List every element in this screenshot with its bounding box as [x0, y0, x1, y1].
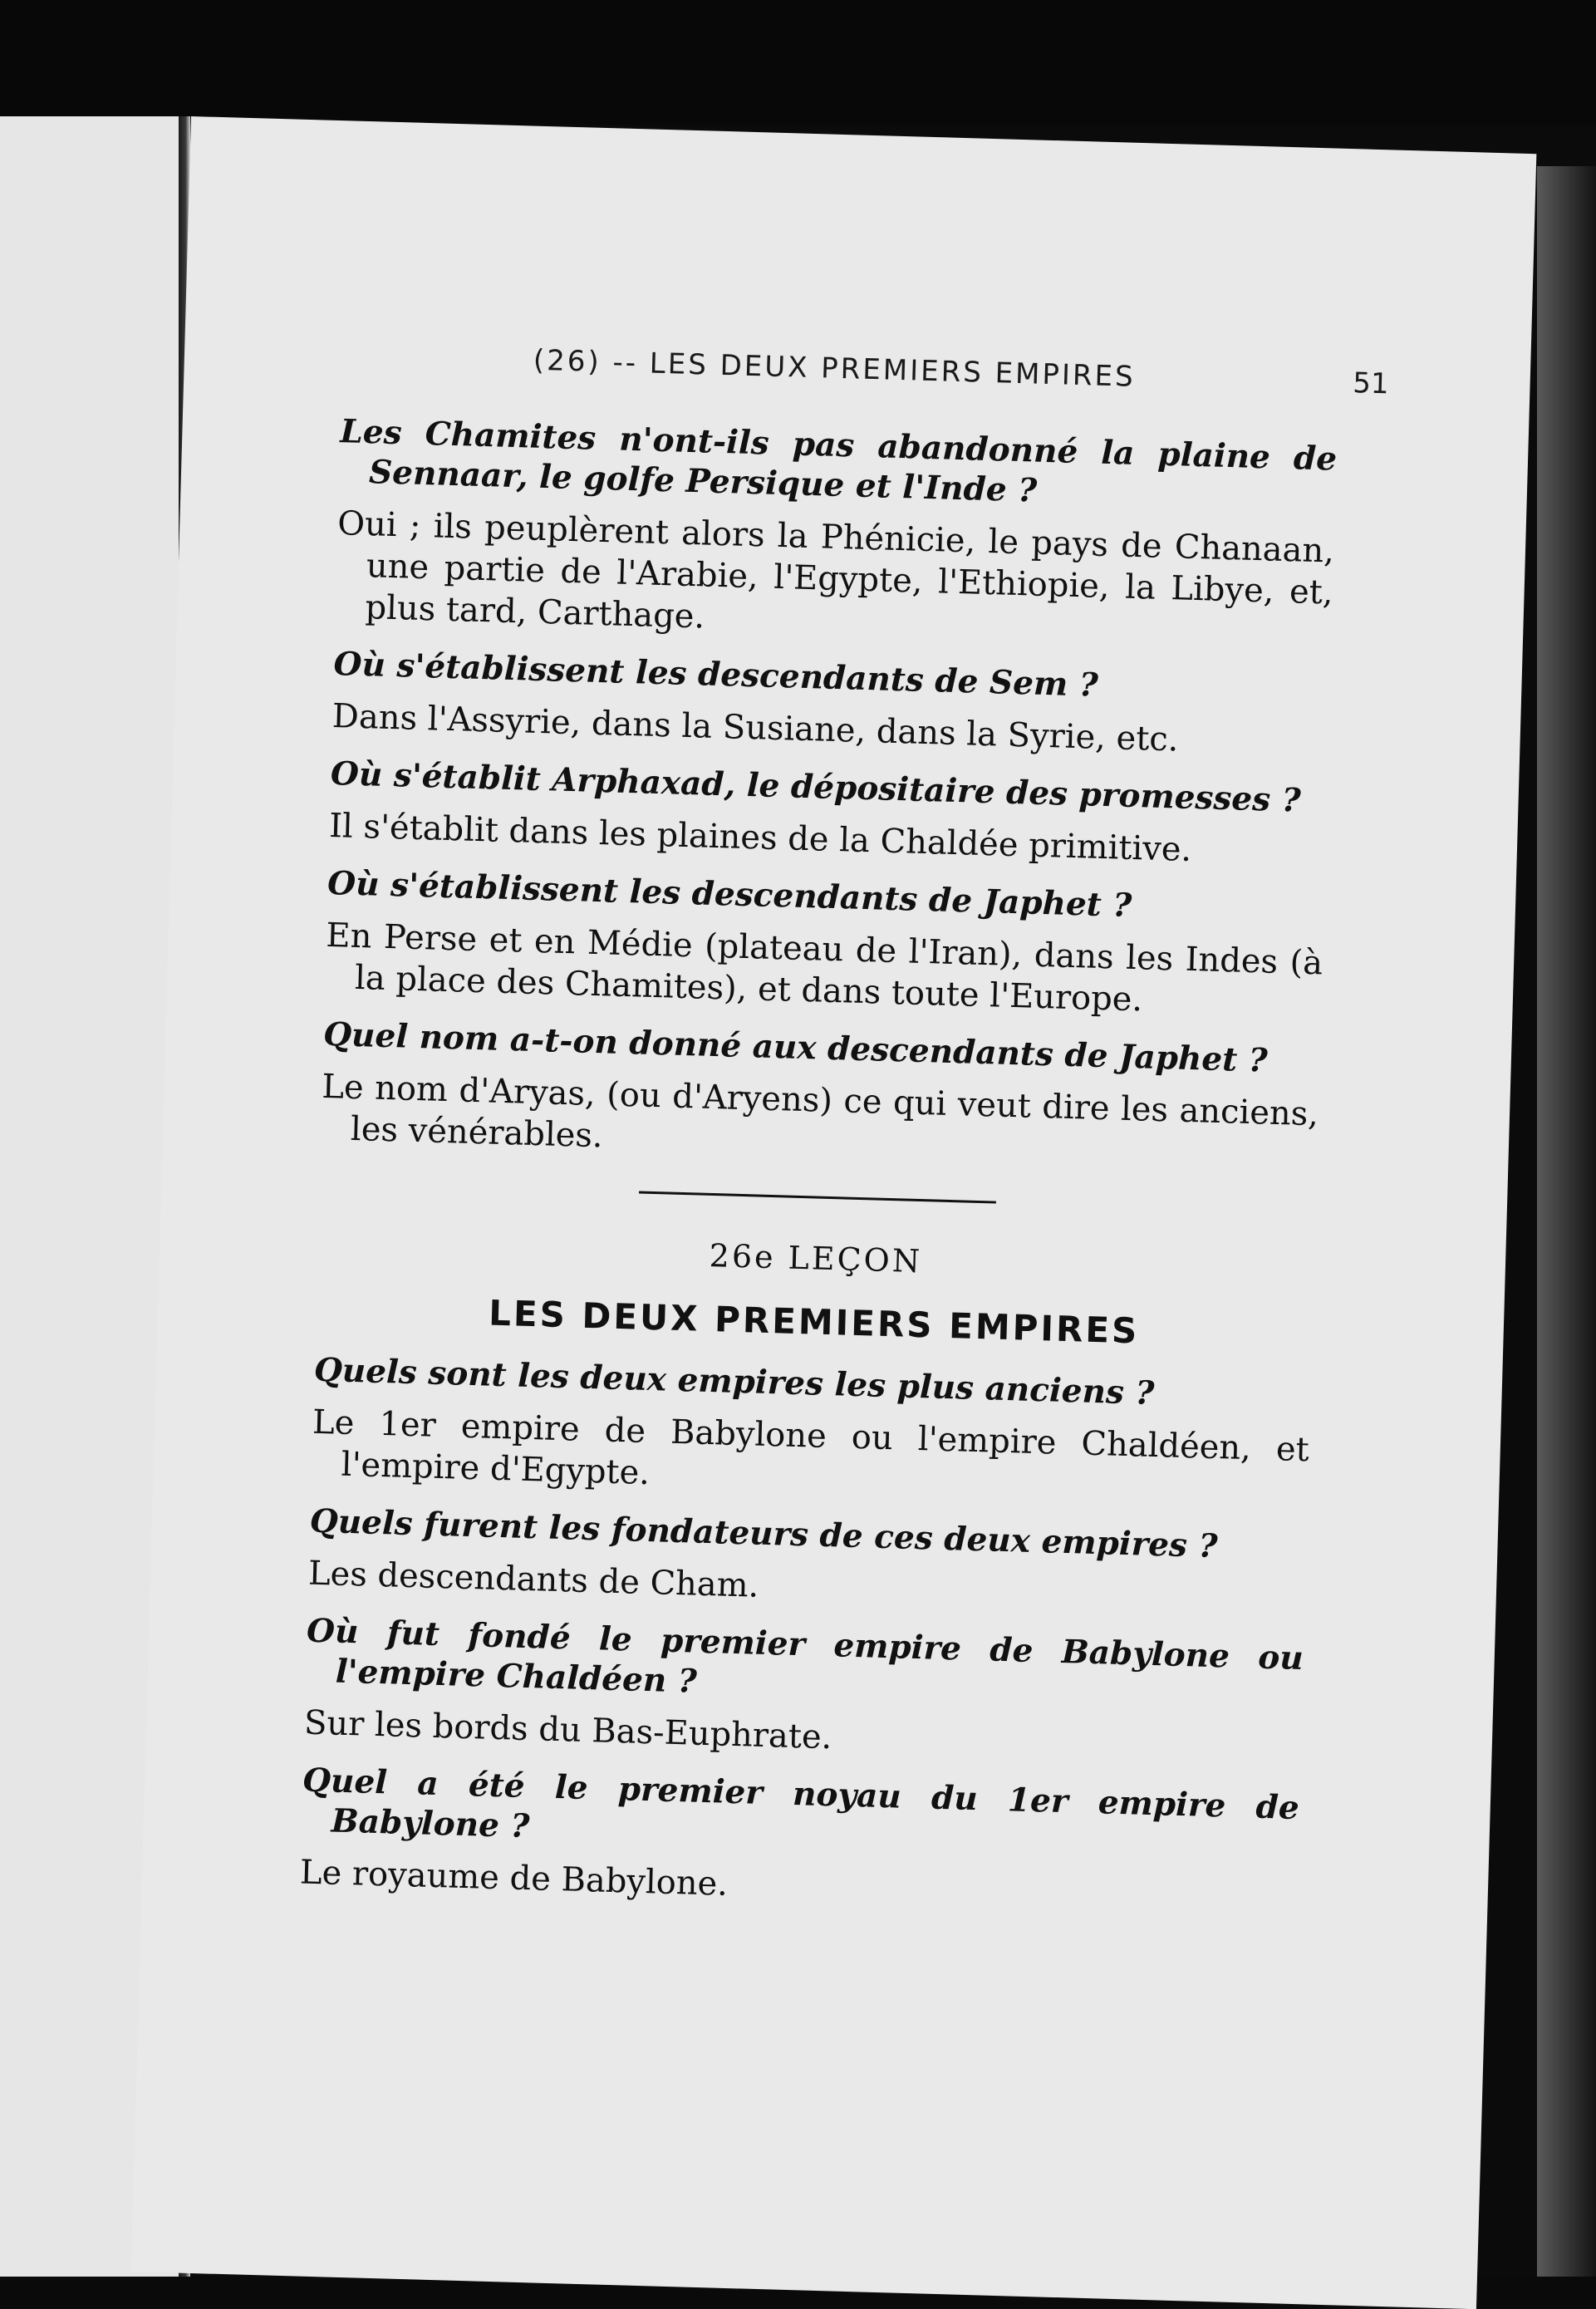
question-text: Où s'établissent les descendants de Japhet ?	[327, 863, 1132, 925]
running-title: (26) -- LES DEUX PREMIERS EMPIRES	[533, 343, 1137, 394]
question-text: Quel a été le premier noyau du 1er empire de Babylone ?	[302, 1761, 1300, 1846]
question-text: Où s'établit Arphaxad, le dépositaire des promesses ?	[330, 754, 1302, 820]
book-page	[131, 116, 1537, 2309]
answer-text: Il s'établit dans les plaines de la Chaldée primitive.	[328, 806, 1192, 869]
lesson-number: 26e LEÇON	[709, 1236, 923, 1280]
answer-text: Sur les bords du Bas-Euphrate.	[303, 1703, 832, 1757]
scan-background-top	[0, 0, 1596, 125]
question-text: Quels sont les deux empires les plus anciens ?	[313, 1350, 1155, 1412]
question-text: Les Chamites n'ont-ils pas abandonné la plaine de Sennaar, le golfe Persique et l'Inde ?	[339, 412, 1338, 510]
answer-text: Les descendants de Cham.	[307, 1554, 760, 1605]
question-text: Quels furent les fondateurs de ces deux empires ?	[309, 1501, 1219, 1566]
answer-text: Le 1er empire de Babylone ou l'empire Chaldéen, et l'empire d'Egypte.	[312, 1403, 1310, 1493]
question-text: Où fut fondé le premier empire de Babylone ou l'empire Chaldéen ?	[306, 1611, 1304, 1701]
catechism-section-top	[320, 411, 1337, 1177]
answer-text: Le royaume de Babylone.	[299, 1853, 729, 1904]
answer-text: Le nom d'Aryas, (ou d'Aryens) ce qui veut dire les anciens, les vénérables.	[321, 1067, 1319, 1156]
section-divider	[639, 1191, 996, 1204]
catechism-section-bottom	[299, 1350, 1311, 1921]
page-content	[299, 411, 1338, 1938]
answer-text: Dans l'Assyrie, dans la Susiane, dans la Syrie, etc.	[331, 697, 1180, 759]
lesson-title: LES DEUX PREMIERS EMPIRES	[488, 1292, 1140, 1352]
page-edge-shadow	[1537, 166, 1596, 2277]
question-text: Où s'établissent les descendants de Sem ?	[333, 645, 1099, 705]
answer-text: Oui ; ils peuplèrent alors la Phénicie, le pays de Chanaan, une partie de l'Arabie, l'Egypte, l'Ethiopie, la Libye, et, plus tard, Carthage.	[336, 504, 1335, 636]
running-header	[533, 344, 1389, 401]
page-number: 51	[1352, 366, 1390, 401]
question-text: Quel nom a-t-on donné aux descendants de Japhet ?	[322, 1014, 1269, 1080]
answer-text: En Perse et en Médie (plateau de l'Iran), dans les Indes (à la place des Chamites), et dans toute l'Europe.	[325, 916, 1323, 1019]
